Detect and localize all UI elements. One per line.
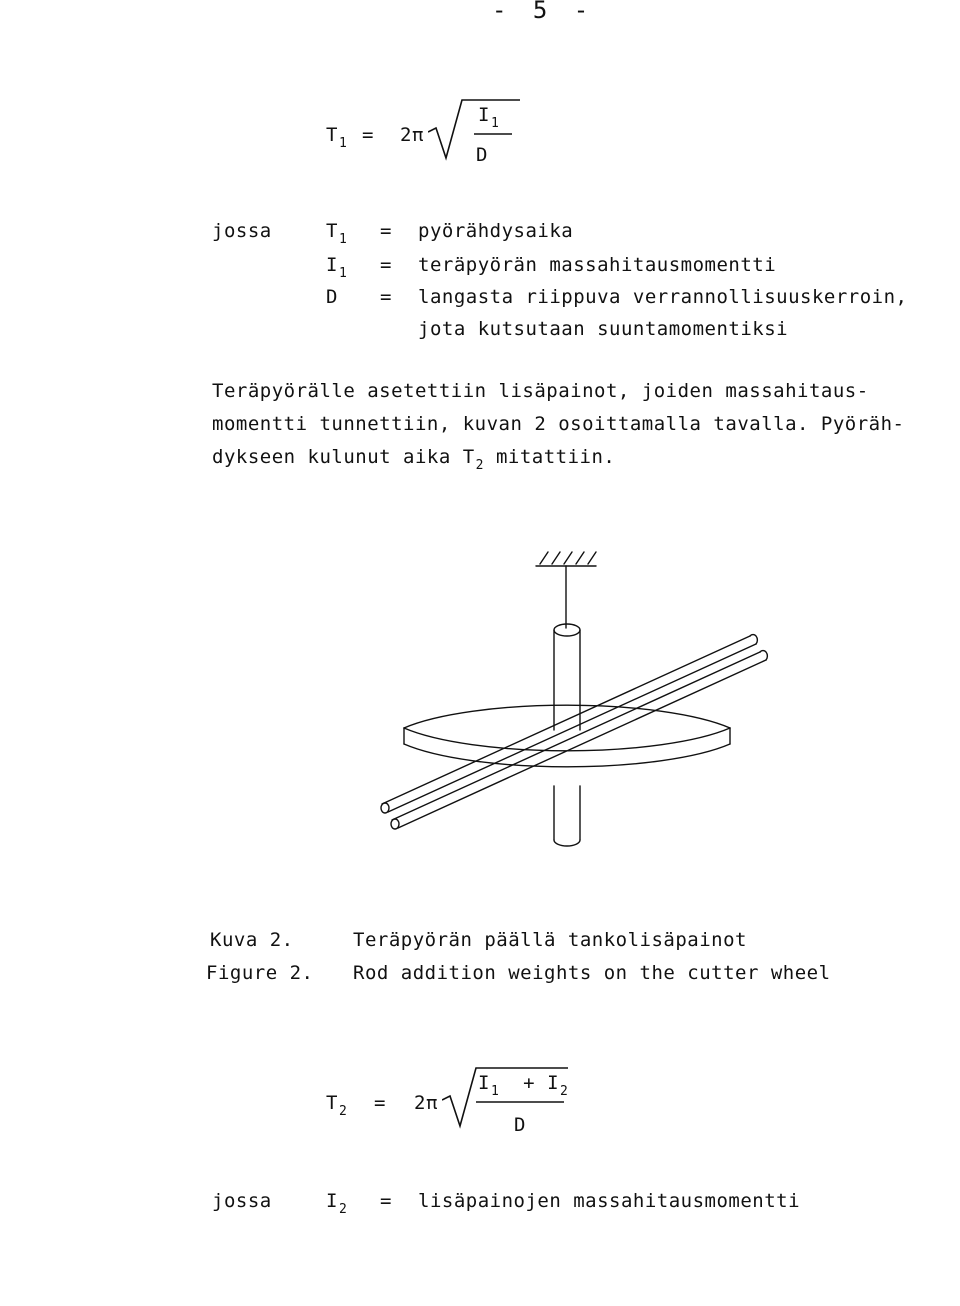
formula1-eq: = xyxy=(362,124,374,146)
shaft-bottom xyxy=(554,840,580,846)
caption-kuva-label: Kuva 2. xyxy=(210,929,294,951)
formula2-lhs: $T_2$ xyxy=(326,1092,348,1119)
def-symbol: $I_1$ xyxy=(326,254,348,281)
formula2-eq: = xyxy=(374,1092,386,1114)
rod-weight xyxy=(382,636,750,804)
def-text-continuation: jota kutsutaan suuntamomentiksi xyxy=(418,318,789,340)
disc-bottom-front xyxy=(404,744,730,767)
formula2-numerator: $I_1 + I_2$ xyxy=(478,1072,569,1099)
formula2-denominator: D xyxy=(514,1114,526,1136)
def-text: langasta riippuva verrannollisuuskerroin, xyxy=(418,286,908,308)
def-symbol: $I_2$ xyxy=(326,1190,348,1217)
paragraph-line: dykseen kulunut aika $T_2$ mitattiin. xyxy=(212,446,616,473)
def-text: pyörähdysaika xyxy=(418,220,574,242)
caption-figure-label: Figure 2. xyxy=(206,962,314,984)
formula1-denominator: D xyxy=(476,144,488,166)
formula1-numerator: $I_1$ xyxy=(478,104,500,131)
def-symbol: D xyxy=(326,286,338,308)
jossa-label: jossa xyxy=(212,1190,272,1212)
def-symbol: $T_1$ xyxy=(326,220,348,247)
formula2-coef: 2π xyxy=(414,1092,438,1114)
def-text: lisäpainojen massahitausmomentti xyxy=(418,1190,801,1212)
paragraph-line: Teräpyörälle asetettiin lisäpainot, joiden massahitaus- xyxy=(212,380,869,402)
shaft-top xyxy=(554,624,580,636)
def-text: teräpyörän massahitausmomentti xyxy=(418,254,777,276)
def-equals: = xyxy=(380,1190,392,1212)
page-number: - 5 - xyxy=(492,0,595,24)
formula1-lhs: $T_1$ xyxy=(326,124,348,151)
jossa-label: jossa xyxy=(212,220,272,242)
cutter-wheel-figure xyxy=(360,550,780,860)
def-equals: = xyxy=(380,286,392,308)
caption-figure-text: Rod addition weights on the cutter wheel xyxy=(353,962,831,984)
disc-top-back xyxy=(404,705,730,728)
formula1-coef: 2π xyxy=(400,124,424,146)
def-equals: = xyxy=(380,254,392,276)
def-equals: = xyxy=(380,220,392,242)
paragraph-line: momentti tunnettiin, kuvan 2 osoittamalla tavalla. Pyöräh- xyxy=(212,413,905,435)
caption-kuva-text: Teräpyörän päällä tankolisäpainot xyxy=(353,929,747,951)
